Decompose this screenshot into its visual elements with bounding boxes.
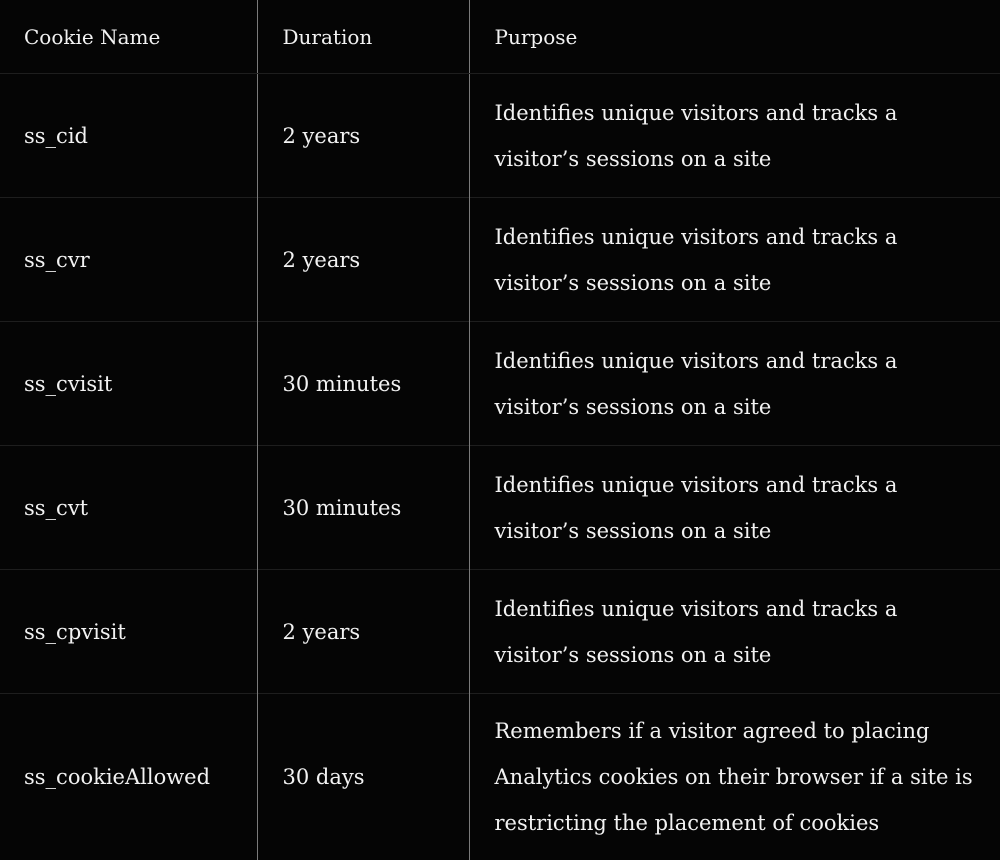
table-row (0, 322, 1000, 446)
table-row (0, 74, 1000, 198)
column-header-duration: Duration (257, 0, 469, 74)
duration-cell: 30 minutes (257, 322, 469, 446)
table-row (0, 570, 1000, 694)
purpose-cell: Identifies unique visitors and tracks a visitor’s sessions on a site (469, 570, 1000, 694)
table-row (0, 694, 1000, 860)
purpose-cell: Identifies unique visitors and tracks a visitor’s sessions on a site (469, 322, 1000, 446)
cookie-name-cell: ss_cookieAllowed (0, 694, 257, 860)
purpose-cell: Identifies unique visitors and tracks a visitor’s sessions on a site (469, 74, 1000, 198)
column-header-purpose: Purpose (469, 0, 1000, 74)
table-row (0, 446, 1000, 570)
cookie-name-cell: ss_cvt (0, 446, 257, 570)
purpose-cell: Remembers if a visitor agreed to placing Analytics cookies on their browser if a site is restricting the placement of cookies (469, 694, 1000, 860)
table-header-row (0, 0, 1000, 74)
duration-cell: 30 minutes (257, 446, 469, 570)
column-header-cookie-name: Cookie Name (0, 0, 257, 74)
cookie-name-cell: ss_cpvisit (0, 570, 257, 694)
purpose-cell: Identifies unique visitors and tracks a visitor’s sessions on a site (469, 198, 1000, 322)
duration-cell: 2 years (257, 570, 469, 694)
duration-cell: 30 days (257, 694, 469, 860)
duration-cell: 2 years (257, 74, 469, 198)
purpose-cell: Identifies unique visitors and tracks a visitor’s sessions on a site (469, 446, 1000, 570)
cookie-name-cell: ss_cvisit (0, 322, 257, 446)
cookie-name-cell: ss_cid (0, 74, 257, 198)
table-row (0, 198, 1000, 322)
duration-cell: 2 years (257, 198, 469, 322)
cookie-name-cell: ss_cvr (0, 198, 257, 322)
